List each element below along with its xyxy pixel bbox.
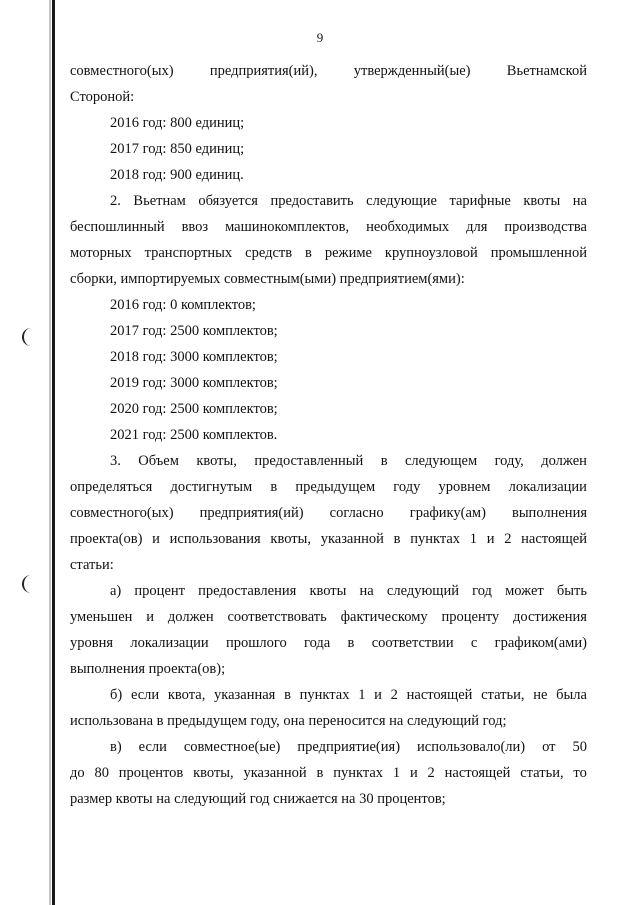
word: процент — [134, 583, 185, 599]
scan-shadow — [49, 0, 51, 905]
word: пунктах — [299, 687, 350, 703]
word: проекта(ов) — [70, 531, 143, 547]
word: не — [533, 687, 548, 703]
text-line: размер квоты на следующий год снижается на 30 процентов; — [70, 791, 446, 807]
word: достижения — [513, 609, 587, 625]
binding-hole-mark — [22, 328, 34, 346]
word: 2 — [427, 765, 435, 781]
text-line: статьи: — [70, 557, 114, 573]
word: фактическому — [340, 609, 428, 625]
word: в — [380, 453, 388, 469]
scan-binding-edge — [52, 0, 55, 905]
word: определяться — [70, 479, 153, 495]
word: до — [70, 765, 85, 781]
text-line — [70, 630, 587, 656]
word: пунктах — [333, 765, 384, 781]
word: совместное(ые) — [183, 739, 281, 755]
word: Вьетнамской — [506, 63, 587, 79]
word: квоты, — [193, 765, 234, 781]
word: 2 — [390, 687, 398, 703]
word: для — [466, 219, 488, 235]
word: беспошлинный — [70, 219, 165, 235]
word: то — [573, 765, 587, 781]
text-line — [70, 448, 587, 474]
word: в — [305, 245, 312, 261]
word: предыдущем — [295, 479, 376, 495]
word: утвержденный(ые) — [353, 63, 471, 79]
word: указанная — [214, 687, 276, 703]
text-line — [70, 188, 587, 214]
word: 1 — [469, 531, 477, 547]
word: году, — [494, 453, 524, 469]
word: уменьшен — [70, 609, 133, 625]
text-line: 2021 год: 2500 комплектов. — [110, 427, 278, 443]
word: и — [152, 531, 160, 547]
word: машинокомплектов, — [225, 219, 350, 235]
text-line: 2017 год: 2500 комплектов; — [110, 323, 278, 339]
word: 2. — [110, 193, 121, 209]
word: 2 — [504, 531, 512, 547]
word: настоящей — [444, 765, 511, 781]
word: б) — [110, 687, 123, 703]
word: следующий — [386, 583, 459, 599]
word: производства — [504, 219, 587, 235]
word: использовало(ли) — [417, 739, 526, 755]
word: предприятие(ия) — [297, 739, 401, 755]
word: Объем — [138, 453, 179, 469]
word: статьи, — [481, 687, 525, 703]
word: и — [409, 765, 418, 781]
text-line: 2018 год: 900 единиц. — [110, 167, 244, 183]
word: указанной — [243, 765, 307, 781]
word: 3. — [110, 453, 121, 469]
word: использования — [169, 531, 261, 547]
word: должен — [541, 453, 587, 469]
text-line: 2016 год: 0 комплектов; — [110, 297, 256, 313]
word: ввоз — [181, 219, 209, 235]
text-line — [70, 474, 587, 500]
word: на — [359, 583, 374, 599]
word: должен — [167, 609, 214, 625]
word: если — [138, 739, 167, 755]
text-line: сборки, импортируемых совместным(ыми) предприятием(ями): — [70, 271, 465, 287]
text-line — [70, 682, 587, 708]
word: 80 — [94, 765, 109, 781]
text-line: Стороной: — [70, 89, 135, 105]
binding-hole-mark — [22, 575, 34, 593]
text-line — [70, 240, 587, 266]
word: крупноузловой — [384, 245, 478, 261]
word: и — [486, 531, 495, 547]
text-line — [70, 214, 587, 240]
word: квота, — [167, 687, 206, 703]
word: 1 — [392, 765, 401, 781]
document-body — [70, 58, 587, 812]
word: быть — [556, 583, 587, 599]
word: с — [470, 635, 478, 651]
word: соответствовать — [227, 609, 327, 625]
text-line: 2020 год: 2500 комплектов; — [110, 401, 278, 417]
word: следующем — [405, 453, 478, 469]
word: квоты, — [270, 531, 311, 547]
word: средств — [245, 245, 293, 261]
word: тарифные — [449, 193, 511, 209]
word: локализации — [130, 635, 209, 651]
word: следующие — [366, 193, 437, 209]
word: предоставления — [198, 583, 297, 599]
word: настоящей — [406, 687, 473, 703]
word: предоставить — [270, 193, 354, 209]
word: и — [146, 609, 155, 625]
word: локализации — [508, 479, 587, 495]
word: в — [284, 687, 291, 703]
word: настоящей — [521, 531, 587, 547]
text-line — [70, 58, 587, 84]
word: уровнем — [438, 479, 491, 495]
word: согласно — [329, 505, 384, 521]
word: в — [393, 531, 401, 547]
word: году — [393, 479, 421, 495]
word: выполнения — [511, 505, 587, 521]
word: предприятия(ий), — [209, 63, 318, 79]
word: квоты, — [196, 453, 237, 469]
text-line — [70, 760, 587, 786]
word: графиком(ами) — [494, 635, 587, 651]
text-line: 2016 год: 800 единиц; — [110, 115, 245, 131]
word: режиме — [324, 245, 372, 261]
word: в — [316, 765, 324, 781]
text-line: 2018 год: 3000 комплектов; — [110, 349, 278, 365]
word: в — [270, 479, 278, 495]
word: 1 — [358, 687, 366, 703]
word: и — [374, 687, 382, 703]
word: в — [347, 635, 355, 651]
word: если — [130, 687, 160, 703]
word: указанной — [320, 531, 384, 547]
word: квоты — [523, 193, 561, 209]
word: моторных — [70, 245, 132, 261]
text-line — [70, 604, 587, 630]
word: уровня — [70, 635, 114, 651]
word: а) — [110, 583, 122, 599]
word: пунктах — [410, 531, 461, 547]
word: год — [472, 583, 492, 599]
word: процентов — [118, 765, 184, 781]
word: совместного(ых) — [70, 505, 174, 521]
text-line — [70, 578, 587, 604]
word: совместного(ых) — [70, 63, 174, 79]
text-line — [70, 734, 587, 760]
text-line — [70, 500, 587, 526]
word: предоставленный — [254, 453, 364, 469]
text-line: 2019 год: 3000 комплектов; — [110, 375, 278, 391]
word: проценту — [441, 609, 500, 625]
page-number: 9 — [316, 30, 324, 45]
word: предприятия(ий) — [199, 505, 304, 521]
text-line: использована в предыдущем году, она переносится на следующий год; — [70, 713, 507, 729]
word: может — [505, 583, 544, 599]
word: соответствии — [371, 635, 454, 651]
word: прошлого — [225, 635, 287, 651]
word: Вьетнам — [133, 193, 186, 209]
word: необходимых — [366, 219, 450, 235]
word: обязуется — [198, 193, 258, 209]
word: 50 — [572, 739, 587, 755]
text-line: 2017 год: 850 единиц; — [110, 141, 245, 157]
text-line — [70, 526, 587, 552]
word: графику(ам) — [409, 505, 486, 521]
word: транспортных — [144, 245, 233, 261]
word: квоты — [309, 583, 347, 599]
word: достигнутым — [170, 479, 253, 495]
word: была — [556, 687, 587, 703]
text-line: выполнения проекта(ов); — [70, 661, 226, 677]
word: года — [304, 635, 331, 651]
word: на — [572, 193, 587, 209]
word: в) — [110, 739, 122, 755]
word: от — [542, 739, 556, 755]
word: статьи, — [520, 765, 564, 781]
word: промышленной — [490, 245, 587, 261]
